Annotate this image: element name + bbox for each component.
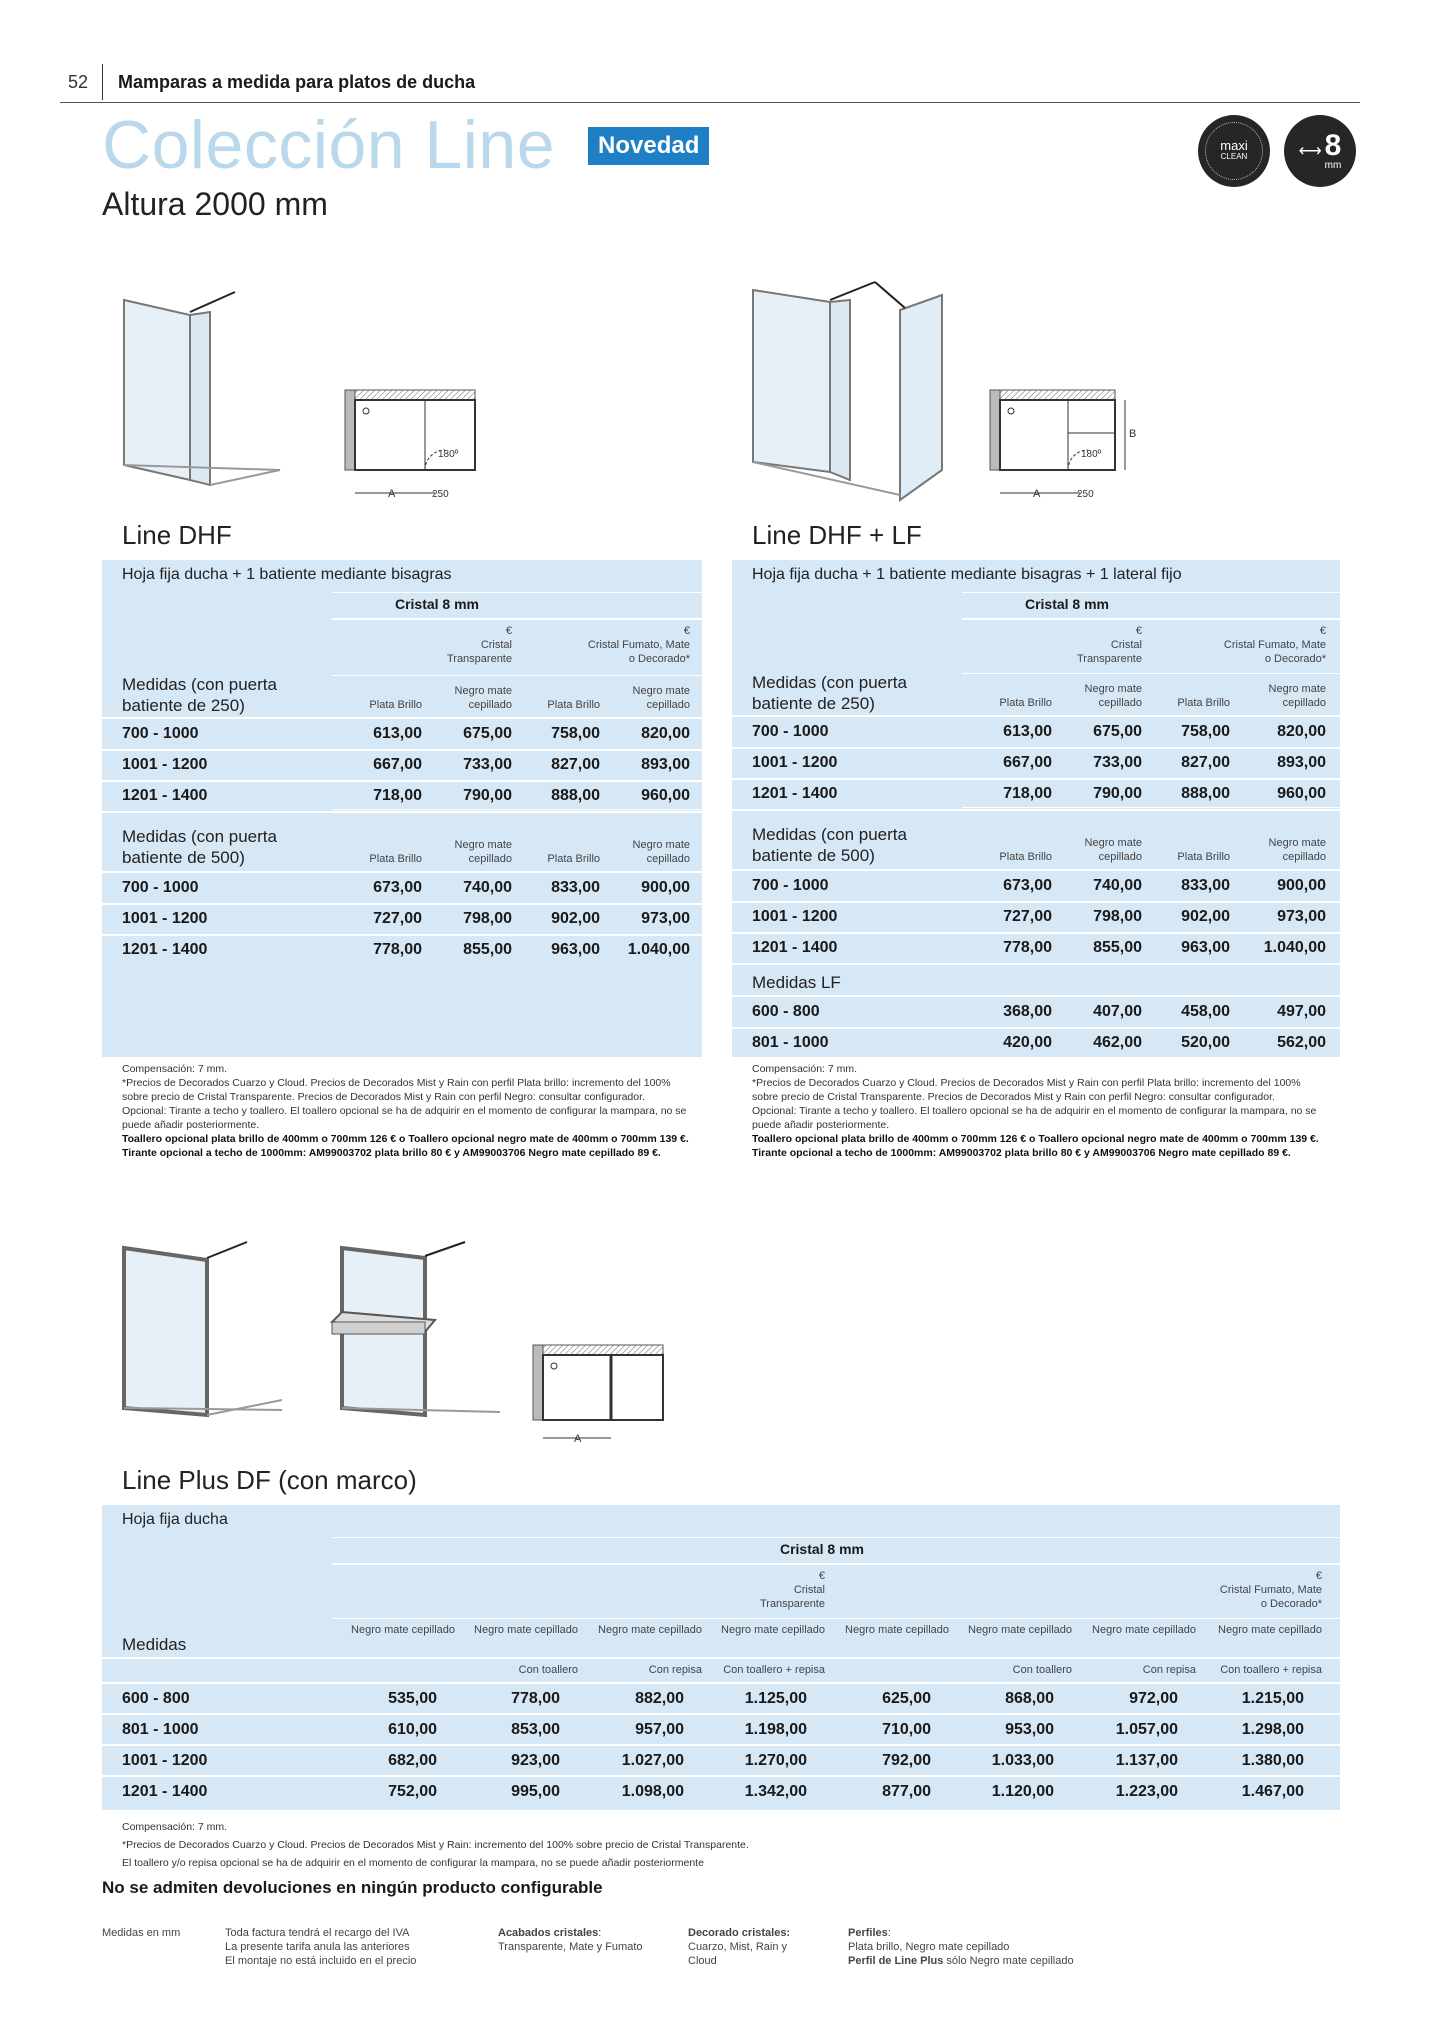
price-cell: 1.120,00 — [991, 1783, 1054, 1800]
running-title: Mamparas a medida para platos de ducha — [118, 72, 476, 92]
page-number: 52 — [68, 72, 89, 92]
table-row — [102, 1777, 1340, 1806]
table-row: 801 - 1000 420,00 462,00 520,00 562,00 — [752, 1034, 1326, 1051]
page-title: Colección Line — [102, 107, 556, 183]
price-cell: 1.380,00 — [1241, 1752, 1304, 1769]
footer-acabados: Acabados cristales: Transparente, Mate y Fumato — [498, 1927, 643, 1953]
fumato-header: € Cristal Fumato, Mate o Decorado* — [1219, 1570, 1322, 1610]
table-row: 700 - 1000 613,00 675,00 758,00 820,00 — [102, 719, 702, 751]
price-cell: 953,00 — [1005, 1721, 1054, 1738]
row-measure: 600 - 800 — [122, 1690, 190, 1707]
cristal-caption: Cristal 8 mm — [779, 1541, 865, 1557]
price-cell: 1.223,00 — [1115, 1783, 1178, 1800]
table-row: 700 - 1000 613,00 675,00 758,00 820,00 — [732, 717, 1340, 749]
clean-text: CLEAN — [1220, 152, 1248, 161]
line-dhf-lf-price-table: Hoja fija ducha + 1 batiente mediante bisagras + 1 lateral fijo Cristal 8 mm € Cristal Transparente € Cristal Fumato, Mate o Decorado* Medidas (con puerta batiente de 250) Plata Brillo Negro mate cepillado Plata Brillo Negro mate cepillado 700 - 1000 613,00 675,00 758,00 820,00 1001 - 1200 667,00 733,00 827,00 893,00 1201 - 1400 718,00 790,00 888,00 960,00 Medidas (con puerta batiente de 500) Plata Brillo Negro mate cepillado Plata Brillo Negro mate cepillado 700 - 1000 673,00 740,00 833,00 900,00 1001 - 1200 727,00 798,00 902,00 973,00 1201 - 1400 778,00 855,00 963,00 1.040,00 Medidas LF 600 - 800 368,00 407,00 458,00 497,00 801 - 1000 420,00 462,00 520,00 562,00 — [732, 560, 1340, 1057]
table-row — [102, 1715, 1340, 1746]
table-row: 1201 - 1400 718,00 790,00 888,00 960,00 — [102, 781, 702, 813]
dim-250-label: 250 — [432, 489, 449, 500]
price-cell: 792,00 — [882, 1752, 931, 1769]
fumato-header: € Cristal Fumato, Mate o Decorado* — [587, 625, 690, 665]
line-dhf-description: Hoja fija ducha + 1 batiente mediante bisagras — [122, 566, 452, 583]
line-plus-title: Line Plus DF (con marco) — [122, 1465, 417, 1495]
footer-iva: Toda factura tendrá el recargo del IVA La presente tarifa anula las anteriores El montaje no está incluido en el precio — [225, 1927, 417, 1967]
header-rule — [60, 102, 1360, 103]
line-dhf-lf-illustration — [745, 280, 945, 510]
angle-label: 180º — [1081, 449, 1102, 460]
cristal-caption: Cristal 8 mm — [1024, 596, 1110, 612]
price-cell: 868,00 — [1005, 1690, 1054, 1707]
angle-label: 180º — [438, 449, 459, 460]
table-row: 1001 - 1200 727,00 798,00 902,00 973,00 — [732, 902, 1340, 934]
no-returns-note: No se admiten devoluciones en ningún producto configurable — [102, 1878, 603, 1897]
table-row: 1001 - 1200 667,00 733,00 827,00 893,00 — [732, 748, 1340, 780]
maxi-text: maxi — [1220, 138, 1248, 153]
price-cell: 1.215,00 — [1241, 1690, 1304, 1707]
price-cell: 610,00 — [388, 1721, 437, 1738]
dim-b-label: B — [1129, 428, 1137, 440]
transp-header: € Cristal Transparente — [1076, 625, 1142, 665]
price-cell: 1.125,00 — [744, 1690, 807, 1707]
transp-header: € Cristal Transparente — [759, 1570, 825, 1610]
table-row — [102, 1684, 1340, 1715]
line-dhf-title: Line DHF — [122, 520, 232, 550]
price-cell: 778,00 — [511, 1690, 560, 1707]
maxi-clean-icon — [1198, 115, 1270, 187]
group2-label: Medidas (con puerta batiente de 500) — [122, 827, 277, 867]
group2-label: Medidas (con puerta batiente de 500) — [752, 825, 907, 865]
novedad-badge: Novedad — [588, 127, 709, 165]
line-dhf-lf-title: Line DHF + LF — [752, 520, 922, 550]
line-plus-plan — [528, 1340, 673, 1450]
price-cell: 995,00 — [511, 1783, 560, 1800]
price-cell: 853,00 — [511, 1721, 560, 1738]
price-cell: 923,00 — [511, 1752, 560, 1769]
table-row: 1201 - 1400 778,00 855,00 963,00 1.040,00 — [122, 941, 690, 958]
footer-perfiles: Perfiles: Plata brillo, Negro mate cepillado Perfil de Line Plus sólo Negro mate cepillado — [848, 1927, 1074, 1967]
glass-8mm-icon: ⟷ 8 mm — [1284, 115, 1356, 187]
thickness-value: 8 — [1324, 128, 1342, 162]
price-cell: 1.467,00 — [1241, 1783, 1304, 1800]
table-row: 1201 - 1400 718,00 790,00 888,00 960,00 — [732, 779, 1340, 811]
group1-label: Medidas (con puerta batiente de 250) — [122, 675, 277, 715]
price-cell: 1.033,00 — [991, 1752, 1054, 1769]
line-dhf-plan — [340, 385, 480, 505]
table-row: 700 - 1000 673,00 740,00 833,00 900,00 — [732, 871, 1340, 903]
row-measure: 1001 - 1200 — [122, 1752, 208, 1769]
price-cell: 877,00 — [882, 1783, 931, 1800]
price-cell: 752,00 — [388, 1783, 437, 1800]
cristal-caption: Cristal 8 mm — [394, 596, 480, 612]
price-cell: 1.198,00 — [744, 1721, 807, 1738]
table-row: 1201 - 1400 778,00 855,00 963,00 1.040,00 — [732, 933, 1340, 965]
footer-units: Medidas en mm — [102, 1927, 181, 1939]
price-cell: 710,00 — [882, 1721, 931, 1738]
price-cell: 1.057,00 — [1115, 1721, 1178, 1738]
dim-a-label: A — [1033, 488, 1041, 500]
table-row: 1001 - 1200 667,00 733,00 827,00 893,00 — [102, 750, 702, 782]
price-cell: 535,00 — [388, 1690, 437, 1707]
line-dhf-illustration — [110, 280, 290, 500]
table-row: 600 - 800 368,00 407,00 458,00 497,00 — [732, 997, 1340, 1029]
line-plus-price-table: Hoja fija ducha Cristal 8 mm € Cristal Transparente € Cristal Fumato, Mate o Decorado* Medidas Negro mate cepillado Negro mate cepillado Negro mate cepillado Negro mate cepillado Negro mate cepillado Negro mate cepillado Negro mate cepillado Negro mate cepillado Con toallero Con repisa Con toallero + repisa Con toallero Con repisa Con toallero + repisa 600 - 800 535,00 778,00 882,00 1.125,00 625,00 868,00 972,00 1.215,00 801 - 1000 610,00 853,00 957,00 1.198,00 710,00 953,00 1.057,00 1.298,00 1001 - 1200 682,00 923,00 1.027,00 1.270,00 792,00 1.033,00 1.137,00 1.380,00 1201 - 1400 752,00 995,00 1.098,00 1.342,00 877,00 1.120,00 1.223,00 1.467,00 — [102, 1505, 1340, 1810]
line-dhf-price-table: Hoja fija ducha + 1 batiente mediante bisagras Cristal 8 mm € Cristal Transparente € Cristal Fumato, Mate o Decorado* Medidas (con puerta batiente de 250) Plata Brillo Negro mate cepillado Plata Brillo Negro mate cepillado 700 - 1000 613,00 675,00 758,00 820,00 1001 - 1200 667,00 733,00 827,00 893,00 1201 - 1400 718,00 790,00 888,00 960,00 Medidas (con puerta batiente de 500) Plata Brillo Negro mate cepillado Plata Brillo Negro mate cepillado 700 - 1000 673,00 740,00 833,00 900,00 1001 - 1200 727,00 798,00 902,00 973,00 1201 - 1400 778,00 855,00 963,00 1.040,00 — [102, 560, 702, 1057]
table-row — [102, 1746, 1340, 1777]
fumato-header: € Cristal Fumato, Mate o Decorado* — [1223, 625, 1326, 665]
line-dhf-lf-plan — [985, 385, 1145, 505]
price-cell: 1.137,00 — [1115, 1752, 1178, 1769]
row-measure: 801 - 1000 — [122, 1721, 199, 1738]
price-cell: 625,00 — [882, 1690, 931, 1707]
price-cell: 972,00 — [1129, 1690, 1178, 1707]
price-cell: 1.298,00 — [1241, 1721, 1304, 1738]
transp-header: € Cristal Transparente — [446, 625, 512, 665]
price-cell: 1.342,00 — [744, 1783, 807, 1800]
header-divider — [102, 64, 103, 100]
table-row: 1001 - 1200 727,00 798,00 902,00 973,00 — [102, 904, 702, 936]
line-plus-description: Hoja fija ducha — [122, 1511, 228, 1528]
dim-a-label: A — [574, 1433, 582, 1445]
price-cell: 682,00 — [388, 1752, 437, 1769]
row-measure: 1201 - 1400 — [122, 1783, 208, 1800]
price-cell: 957,00 — [635, 1721, 684, 1738]
medidas-label: Medidas — [122, 1635, 187, 1654]
price-cell: 1.098,00 — [621, 1783, 684, 1800]
line-plus-towel-illustration — [330, 1240, 510, 1420]
group1-label: Medidas (con puerta batiente de 250) — [752, 673, 907, 713]
line-plus-illustration — [112, 1240, 292, 1420]
line-dhf-lf-notes: Compensación: 7 mm. *Precios de Decorados Cuarzo y Cloud. Precios de Decorados Mist y Rain con perfil Plata brillo: incremento del 100% sobre precio de Cristal Transparente. Precios de Decorados Mist y Rain con perfil Negro: consultar configurador. Opcional: Tirante a techo y toallero. El toallero opcional se ha de adquirir en el momento de configurar la mampara, no se puede añadir posteriormente. Toallero opcional plata brillo de 400mm o 700mm 126 € o Toallero opcional negro mate de 400mm o 700mm 139 €. Tirante opcional a techo de 1000mm: AM99003702 plata brillo 80 € y AM99003706 Negro mate cepillado 89 €. — [752, 1063, 1319, 1159]
price-cell: 1.027,00 — [621, 1752, 684, 1769]
group3-label: Medidas LF — [752, 973, 841, 992]
thickness-unit: mm — [1324, 159, 1342, 171]
price-cell: 882,00 — [635, 1690, 684, 1707]
footer-decorado: Decorado cristales: Cuarzo, Mist, Rain y Cloud — [688, 1927, 791, 1967]
page-subtitle: Altura 2000 mm — [102, 186, 328, 222]
line-dhf-notes: Compensación: 7 mm. *Precios de Decorados Cuarzo y Cloud. Precios de Decorados Mist y Rain con perfil Plata brillo: incremento del 100% sobre precio de Cristal Transparente. Precios de Decorados Mist y Rain con perfil Negro: consultar configurador. Opcional: Tirante a techo y toallero. El toallero opcional se ha de adquirir en el momento de configurar la mampara, no se puede añadir posteriormente. Toallero opcional plata brillo de 400mm o 700mm 126 € o Toallero opcional negro mate de 400mm o 700mm 139 €. Tirante opcional a techo de 1000mm: AM99003702 plata brillo 80 € y AM99003706 Negro mate cepillado 89 €. — [122, 1063, 689, 1159]
dim-250-label: 250 — [1077, 489, 1094, 500]
line-dhf-lf-description: Hoja fija ducha + 1 batiente mediante bisagras + 1 lateral fijo — [752, 566, 1182, 583]
price-cell: 1.270,00 — [744, 1752, 807, 1769]
dim-a-label: A — [388, 488, 396, 500]
line-plus-notes: Compensación: 7 mm. *Precios de Decorados Cuarzo y Cloud. Precios de Decorados Mist y Rain: incremento del 100% sobre precio de Cristal Transparente. El toallero y/o repisa opcional se ha de adquirir en el momento de configurar la mampara, no se puede añadir posteriormente — [122, 1821, 749, 1869]
table-row: 700 - 1000 673,00 740,00 833,00 900,00 — [102, 873, 702, 905]
